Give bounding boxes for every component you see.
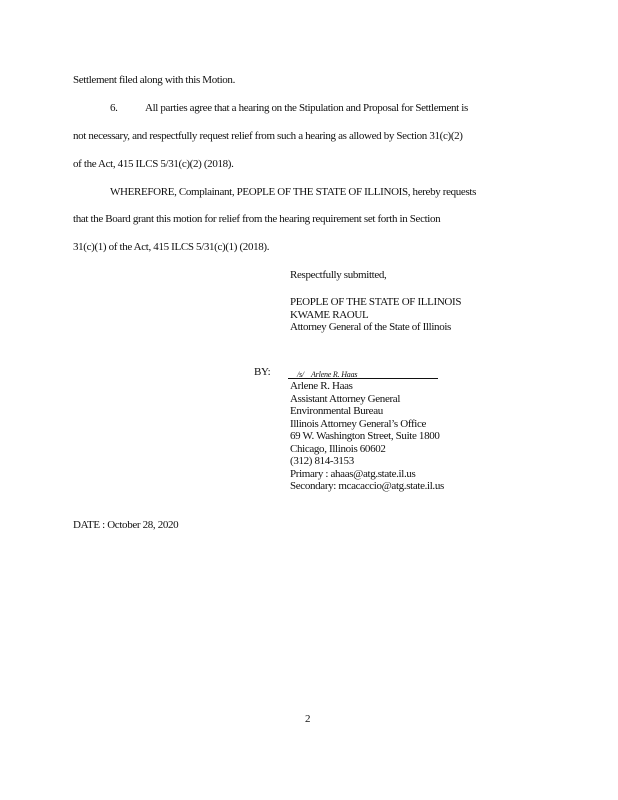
signer-phone: (312) 814-3153 xyxy=(290,455,354,467)
attorney-general-block xyxy=(290,296,461,334)
signer-city: Chicago, Illinois 60602 xyxy=(290,442,386,455)
signer-street: 69 W. Washington Street, Suite 1800 xyxy=(290,430,440,442)
paragraph-6-line-3: of the Act, 415 ILCS 5/31(c)(2) (2018). xyxy=(73,158,234,170)
attorney-general-name: KWAME RAOUL xyxy=(290,308,369,321)
signature-name: Arlene R. Haas xyxy=(311,370,358,379)
continuation-line: Settlement filed along with this Motion. xyxy=(73,74,235,86)
signer-office: Illinois Attorney General’s Office xyxy=(290,417,427,430)
paragraph-6-line-1: All parties agree that a hearing on the Stipulation and Proposal for Settlement is xyxy=(145,102,468,114)
wherefore-line-2: that the Board grant this motion for relief from the hearing requirement set forth in Section xyxy=(73,213,441,225)
secondary-email: Secondary: mcacaccio@atg.state.il.us xyxy=(290,480,444,492)
signer-title: Assistant Attorney General xyxy=(290,392,401,405)
party-name: PEOPLE OF THE STATE OF ILLINOIS xyxy=(290,296,462,308)
page-number: 2 xyxy=(305,713,311,725)
signer-block xyxy=(290,380,444,493)
closing-line: Respectfully submitted, xyxy=(290,269,387,281)
wherefore-line-3: 31(c)(1) of the Act, 415 ILCS 5/31(c)(1) (2018). xyxy=(73,241,270,253)
signature-prefix: /s/ xyxy=(297,370,304,379)
paragraph-6-line-2: not necessary, and respectfully request relief from such a hearing as allowed by Section 31(c)(2) xyxy=(73,130,463,142)
signer-bureau: Environmental Bureau xyxy=(290,405,383,417)
date-line: DATE : October 28, 2020 xyxy=(73,519,179,531)
signer-name: Arlene R. Haas xyxy=(290,380,353,392)
by-label: BY: xyxy=(254,366,271,378)
attorney-general-title: Attorney General of the State of Illinois xyxy=(290,321,451,333)
paragraph-6-number: 6. xyxy=(110,102,118,114)
wherefore-line-1: WHEREFORE, Complainant, PEOPLE OF THE STATE OF ILLINOIS, hereby requests xyxy=(110,186,477,198)
primary-email: Primary : ahaas@atg.state.il.us xyxy=(290,467,416,480)
